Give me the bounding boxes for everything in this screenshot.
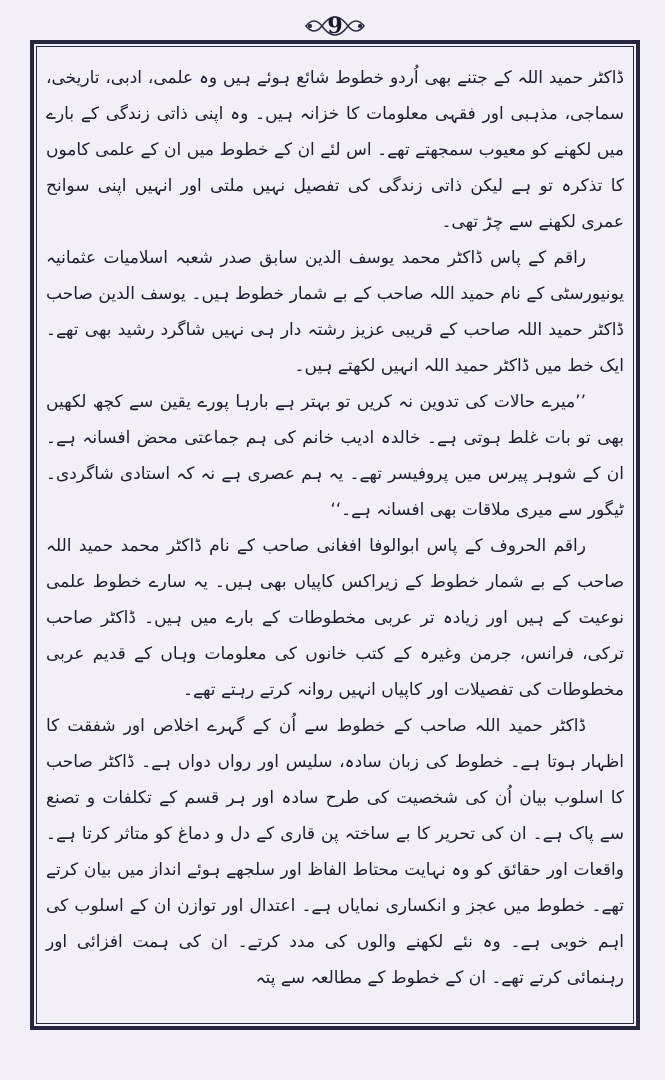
page-number: 9	[327, 13, 343, 39]
paragraph-4: ڈاکٹر حمید اللہ صاحب کے خطوط سے اُن کے گہرے اخلاص اور شفقت کا اظہار ہوتا ہے۔ خطوط کی زبان سادہ، سلیس اور رواں دواں ہے۔ ڈاکٹر صاحب کا اسلوب بیان اُن کی شخصیت کی طرح سادہ اور ہر قسم کے تکلفات و تصنع سے پاک ہے۔ ان کی تحریر کا بے ساختہ پن قاری کے دل و دماغ کو متاثر کرتا ہے۔ واقعات اور حقائق کو وہ نہایت محتاط الفاظ اور سلجھے ہوئے انداز میں بیان کرتے تھے۔ خطوط میں عجز و انکساری نمایاں ہے۔ اعتدال اور توازن ان کے اسلوب کی اہم خوبی ہے۔ وہ نئے لکھنے والوں کی مدد کرتے۔ ان کی ہمت افزائی اور رہنمائی کرتے تھے۔ ان کے خطوط کے مطالعہ سے پتہ	[46, 716, 624, 988]
paragraph-1: ڈاکٹر حمید اللہ کے جتنے بھی اُردو خطوط شائع ہوئے ہیں وہ علمی، ادبی، تاریخی، سماجی، مذہبی اور فقہی معلومات کا خزانہ ہیں۔ وہ اپنی ذاتی زندگی کے بارے میں لکھنے کو معیوب سمجھتے تھے۔ اس لئے ان کے خطوط میں ان کے علمی کاموں کا تذکرہ تو ہے لیکن ذاتی زندگی کی تفصیل نہیں ملتی اور انہیں اپنی سوانح عمری لکھنے سے چڑ تھی۔	[46, 68, 624, 232]
paragraph-3: راقم الحروف کے پاس ابوالوفا افغانی صاحب کے نام ڈاکٹر محمد حمید اللہ صاحب کے بے شمار خطوط کے زیراکس کاپیاں بھی ہیں۔ یہ سارے خطوط علمی نوعیت کے ہیں اور زیادہ تر عربی مخطوطات کے بارے میں ہیں۔ ڈاکٹر صاحب ترکی، فرانس، جرمن وغیرہ کے کتب خانوں کی معلومات وہاں کے قدیم عربی مخطوطات کی تفصیلات اور کاپیاں انہیں روانہ کرتے رہتے تھے۔	[46, 536, 624, 700]
quotation: ’’میرے حالات کی تدوین نہ کریں تو بہتر ہے بارہا پورے یقین سے کچھ لکھیں بھی تو بات غلط ہوتی ہے۔ خالدہ ادیب خانم کی ہم جماعتی محض افسانہ ہے۔ ان کے شوہر پیرس میں پروفیسر تھے۔ یہ ہم عصری ہے نہ کہ استادی شاگردی۔ ٹیگور سے میری ملاقات بھی افسانہ ہے۔‘‘	[46, 392, 624, 520]
paragraph-2: راقم کے پاس ڈاکٹر محمد یوسف الدین سابق صدر شعبہ اسلامیات عثمانیہ یونیورسٹی کے نام حمید اللہ صاحب کے بے شمار خطوط ہیں۔ یوسف الدین صاحب ڈاکٹر حمید اللہ صاحب کے قریبی عزیز رشتہ دار ہی نہیں شاگرد رشید بھی تھے۔ ایک خط میں ڈاکٹر حمید اللہ انہیں لکھتے ہیں۔	[46, 248, 624, 376]
body-text	[46, 60, 624, 996]
